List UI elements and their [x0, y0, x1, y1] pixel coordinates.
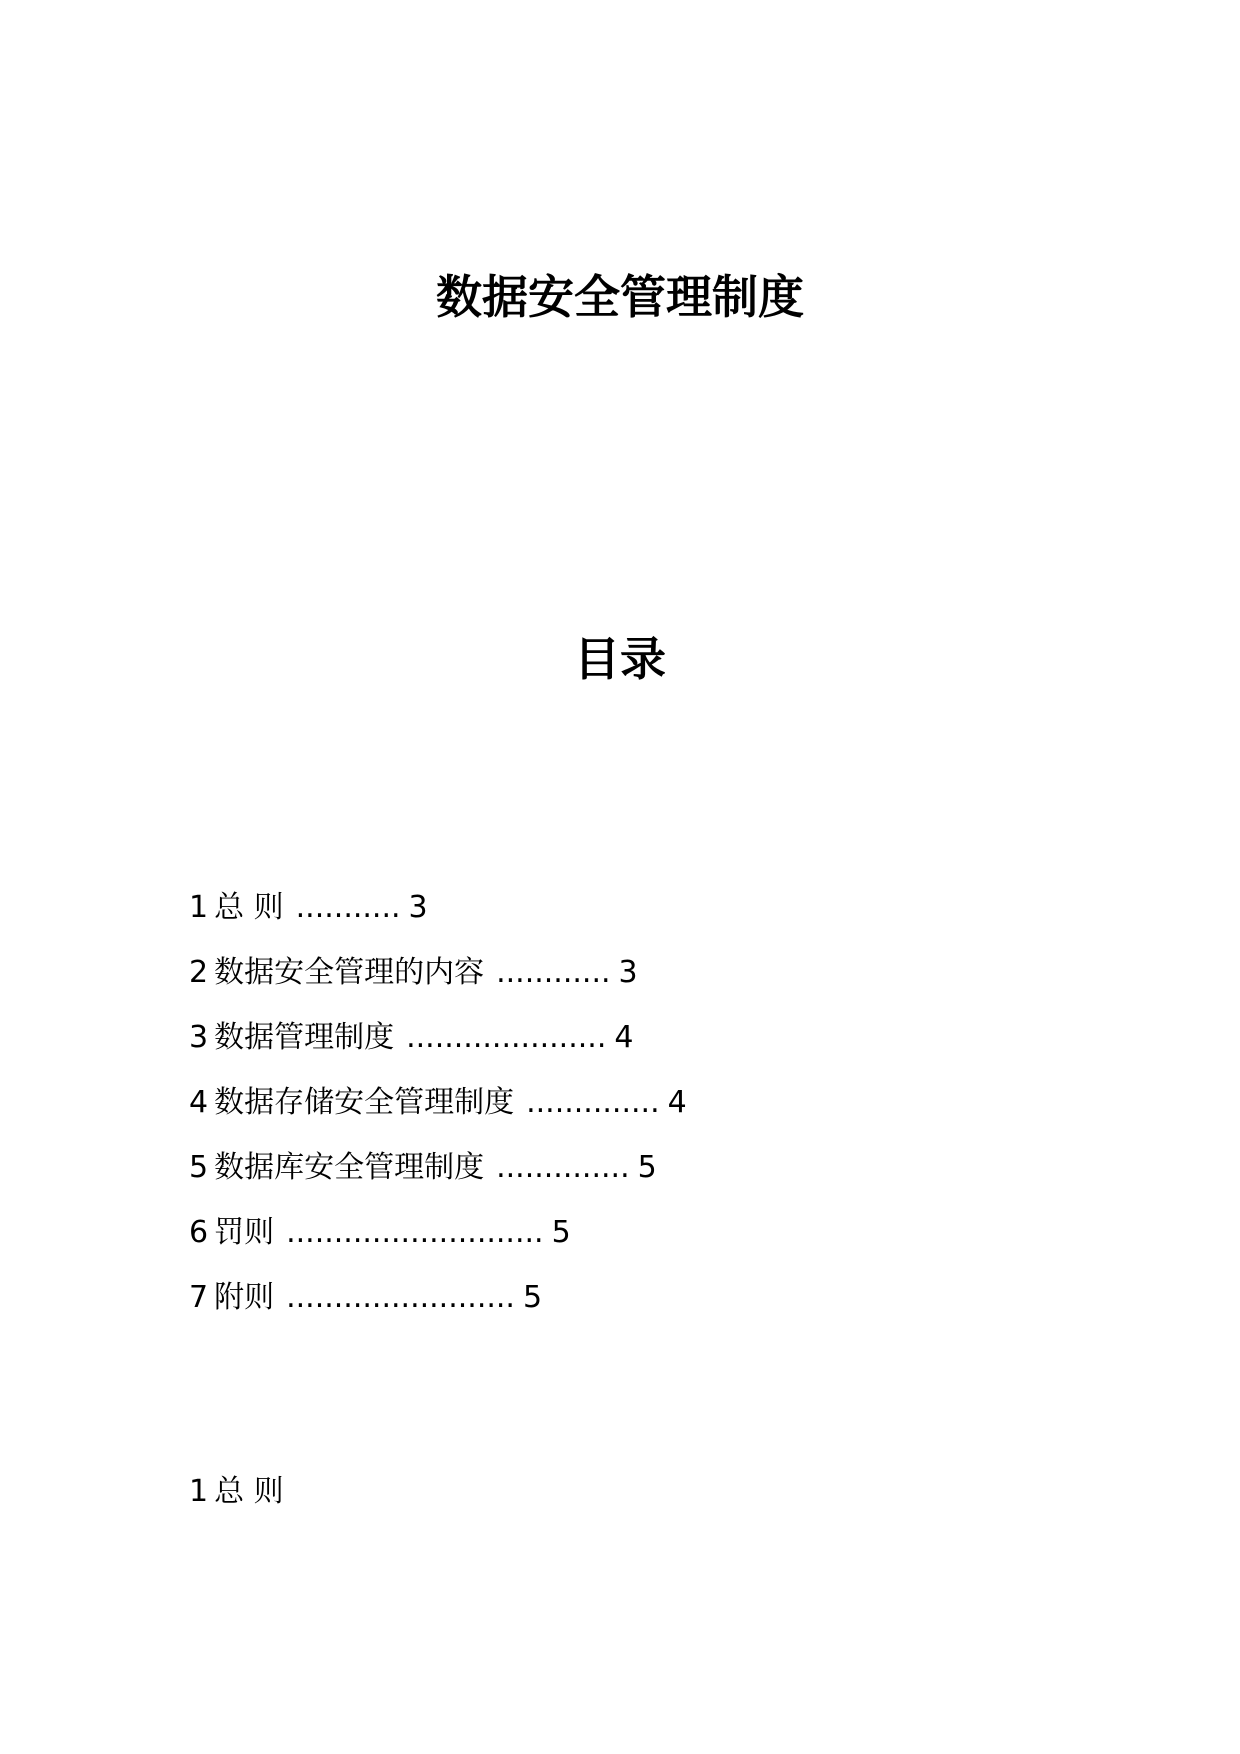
section-heading: [189, 1472, 284, 1512]
toc-entry-page: 4: [667, 1085, 687, 1120]
toc-entry-page: 5: [551, 1215, 571, 1250]
section-heading-text: 总 则: [214, 1474, 284, 1509]
toc-entry-page: 5: [637, 1150, 657, 1185]
section-number: 1: [189, 1474, 209, 1509]
toc-title: 目录: [574, 632, 666, 686]
toc-entry-leader: ........................: [286, 1280, 515, 1315]
toc-entry-number: 7: [189, 1280, 209, 1315]
toc-entry-number: 5: [189, 1150, 209, 1185]
toc-entry-5[interactable]: [189, 1148, 687, 1213]
toc-entry-leader: ..............: [526, 1085, 660, 1120]
toc-entry-6[interactable]: [189, 1213, 687, 1278]
toc-entry-leader: ............: [496, 955, 611, 990]
toc-entry-number: 2: [189, 955, 209, 990]
toc-entry-label: 数据库安全管理制度: [214, 1150, 485, 1185]
toc-entry-1[interactable]: [189, 888, 687, 953]
toc-entry-number: 6: [189, 1215, 209, 1250]
toc-entry-leader: ...........: [295, 890, 401, 925]
toc-entry-label: 附则: [214, 1280, 275, 1315]
toc-entry-number: 3: [189, 1020, 209, 1055]
toc-entry-3[interactable]: [189, 1018, 687, 1083]
toc-entry-page: 4: [614, 1020, 634, 1055]
toc-entry-7[interactable]: [189, 1278, 687, 1343]
toc-entry-leader: ..............: [496, 1150, 630, 1185]
table-of-contents: [189, 888, 687, 1343]
document-title: 数据安全管理制度: [436, 270, 804, 324]
toc-entry-label: 数据存储安全管理制度: [214, 1085, 515, 1120]
toc-entry-label: 数据管理制度: [214, 1020, 395, 1055]
toc-entry-leader: ...........................: [286, 1215, 544, 1250]
toc-entry-2[interactable]: [189, 953, 687, 1018]
toc-entry-number: 1: [189, 890, 209, 925]
toc-entry-number: 4: [189, 1085, 209, 1120]
toc-entry-label: 数据安全管理的内容: [214, 955, 485, 990]
toc-entry-label: 总 则: [214, 890, 284, 925]
toc-entry-label: 罚则: [214, 1215, 275, 1250]
toc-entry-4[interactable]: [189, 1083, 687, 1148]
toc-entry-leader: .....................: [406, 1020, 607, 1055]
toc-entry-page: 3: [408, 890, 428, 925]
toc-entry-page: 3: [618, 955, 638, 990]
toc-entry-page: 5: [522, 1280, 543, 1315]
